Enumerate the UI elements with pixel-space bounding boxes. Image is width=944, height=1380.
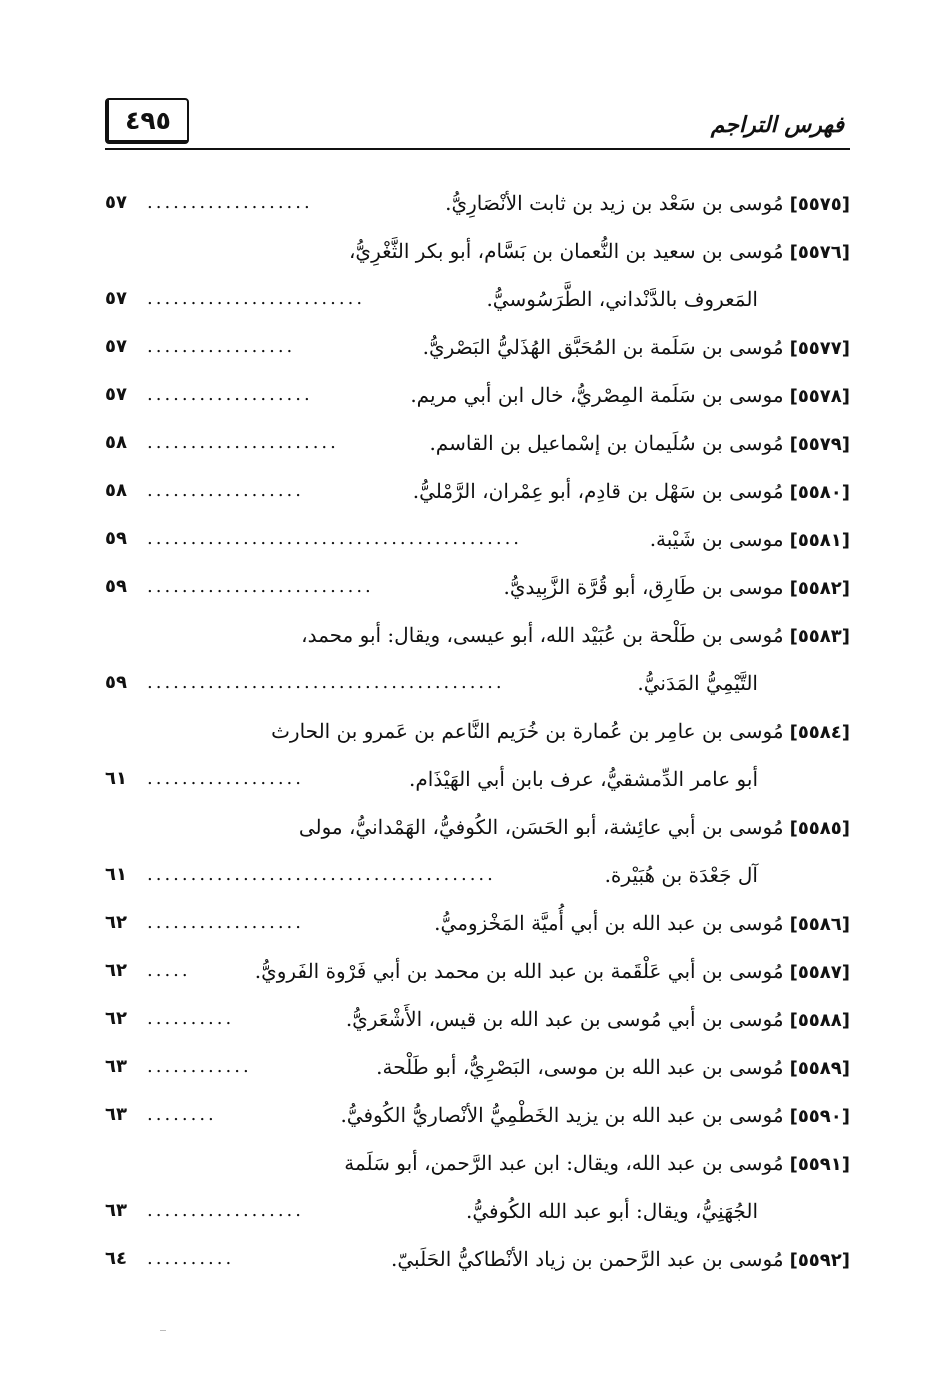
- entry-page-number: ٥٧: [105, 288, 127, 309]
- entry-line: [105, 372, 850, 420]
- biography-index-list: [105, 180, 850, 1284]
- entry-name: مُوسى بن عبد الله، ويقال: ابن عبد الرَّحمن، أبو سَلَمة: [344, 1151, 784, 1175]
- header-rule: [105, 148, 850, 150]
- header-title: فهرس التراجم: [710, 112, 844, 138]
- leader-dots: .....: [147, 960, 191, 981]
- leader-dots: .........................................: [147, 672, 505, 693]
- entry-line: [105, 804, 850, 852]
- entry-name: مُوسى بن سَعْد بن زيد بن ثابت الأنْصَارِيُّ.: [445, 191, 784, 215]
- entry-text: [340, 1100, 850, 1132]
- entry-text: [410, 380, 850, 412]
- entry-page-number: ٦٣: [105, 1104, 127, 1125]
- entry-text: [344, 1148, 850, 1180]
- entry-text: [434, 908, 850, 940]
- entry-line: [105, 612, 850, 660]
- entry-name: موسى بن سَلَمة المِصْريُّ، خال ابن أبي مريم.: [410, 383, 784, 407]
- leader-dots: ............: [147, 1056, 252, 1077]
- leader-dots: ..................: [147, 1200, 304, 1221]
- entry-name: مُوسى بن أبي عَلْقَمة بن عبد الله بن محمد بن أبي فَرْوة الفَرويُّ.: [254, 959, 784, 983]
- entry-name: أبو عامر الدِّمشقيُّ، عرف بابن أبي الهَيْذَام.: [409, 767, 758, 791]
- entry-name: المَعروف بالدَّنْداني، الطَّرَسُوسيُّ.: [486, 287, 758, 311]
- entry-number: [٥٥٩٠]: [789, 1106, 850, 1127]
- entry-number: [٥٥٨٠]: [789, 482, 850, 503]
- entry-name: مُوسى بن أبي عائِشة، أبو الحَسَن، الكُوفيُّ، الهَمْدانيُّ، مولى: [298, 815, 784, 839]
- entry-number: [٥٥٨٩]: [789, 1058, 850, 1079]
- leader-dots: ...................: [147, 192, 313, 213]
- entry-number: [٥٥٧٨]: [789, 386, 850, 407]
- entry-text: [255, 956, 850, 988]
- entry-continuation-line: [105, 756, 850, 804]
- entry-name: مُوسى بن عبد الله بن يزيد الخَطْمِيُّ الأنْصاريُّ الكُوفيُّ.: [340, 1103, 784, 1127]
- entry-name: مُوسى بن عبد الرَّحمن بن زياد الأنْطاكيُّ الحَلَبيّ.: [391, 1247, 784, 1271]
- leader-dots: ...........................................: [147, 528, 523, 549]
- entry-number: [٥٥٧٩]: [789, 434, 850, 455]
- entry-number: [٥٥٨٤]: [789, 722, 850, 743]
- entry-name: مُوسى بن سَهْل بن قادِم، أبو عِمْران، الرَّمْليُّ.: [412, 479, 784, 503]
- entry-line: [105, 564, 850, 612]
- entry-page-number: ٥٧: [105, 192, 127, 213]
- entry-line: [105, 996, 850, 1044]
- entry-text: [605, 860, 758, 890]
- entry-page-number: ٦١: [105, 864, 127, 885]
- entry-number: [٥٥٨١]: [789, 530, 850, 551]
- entry-page-number: ٥٨: [105, 432, 127, 453]
- entry-page-number: ٥٨: [105, 480, 127, 501]
- entry-page-number: ٦٤: [105, 1248, 127, 1269]
- entry-number: [٥٥٧٥]: [789, 194, 850, 215]
- entry-text: [429, 428, 850, 460]
- leader-dots: ...................: [147, 384, 313, 405]
- entry-text: [346, 1004, 850, 1036]
- entry-text: [299, 812, 850, 844]
- entry-line: [105, 420, 850, 468]
- entry-line: [105, 1044, 850, 1092]
- entry-number: [٥٥٩٢]: [789, 1250, 850, 1271]
- entry-continuation-line: [105, 852, 850, 900]
- leader-dots: ..................: [147, 912, 304, 933]
- entry-name: مُوسى بن سُلَيمان بن إسْماعيل بن القاسم.: [429, 431, 784, 455]
- entry-page-number: ٥٩: [105, 528, 127, 549]
- entry-page-number: ٦٣: [105, 1056, 127, 1077]
- entry-number: [٥٥٨٨]: [789, 1010, 850, 1031]
- entry-text: [486, 284, 758, 314]
- entry-text: [466, 1196, 758, 1226]
- entry-page-number: ٥٩: [105, 672, 127, 693]
- leader-dots: ..........................: [147, 576, 374, 597]
- entry-number: [٥٥٨٥]: [789, 818, 850, 839]
- entry-number: [٥٥٨٦]: [789, 914, 850, 935]
- entry-continuation-line: [105, 276, 850, 324]
- entry-number: [٥٥٧٧]: [789, 338, 850, 359]
- entry-line: [105, 180, 850, 228]
- entry-text: [349, 236, 850, 268]
- entry-name: مُوسى بن عبد الله بن موسى، البَصْرِيُّ، أبو طَلْحة.: [376, 1055, 784, 1079]
- entry-page-number: ٦٣: [105, 1200, 127, 1221]
- entry-name: مُوسى بن عبد الله بن أبي أُميَّة المَخْزوميُّ.: [434, 911, 784, 935]
- entry-text: [271, 716, 850, 748]
- entry-line: [105, 228, 850, 276]
- entry-line: [105, 468, 850, 516]
- entry-name: مُوسى بن عامِر بن عُمارة بن خُرَيم النَّاعم بن عَمرو بن الحارث: [271, 719, 784, 743]
- entry-page-number: ٦٢: [105, 960, 127, 981]
- entry-page-number: ٦٢: [105, 1008, 127, 1029]
- entry-name: مُوسى بن سَلَمة بن المُحَبَّق الهُذَليُّ البَصْريُّ.: [422, 335, 784, 359]
- entry-number: [٥٥٨٧]: [789, 962, 850, 983]
- entry-page-number: ٦١: [105, 768, 127, 789]
- leader-dots: .................: [147, 336, 296, 357]
- entry-name: التَّيْمِيُّ المَدَنيُّ.: [637, 671, 758, 695]
- entry-line: [105, 1236, 850, 1284]
- entry-page-number: ٦٢: [105, 912, 127, 933]
- leader-dots: ......................: [147, 432, 339, 453]
- entry-name: مُوسى بن سعيد بن النُّعمان بن بَسَّام، أبو بكر الثَّغْرِيُّ،: [348, 239, 784, 263]
- leader-dots: ..................: [147, 768, 304, 789]
- entry-page-number: ٥٧: [105, 336, 127, 357]
- entry-number: [٥٥٩١]: [789, 1154, 850, 1175]
- page-number: ٤٩٥: [105, 98, 189, 144]
- entry-line: [105, 516, 850, 564]
- entry-line: [105, 708, 850, 756]
- entry-text: [391, 1244, 850, 1276]
- entry-text: [504, 572, 850, 604]
- entry-continuation-line: [105, 660, 850, 708]
- entry-name: الجُهَنِيُّ، ويقال: أبو عبد الله الكُوفيُّ.: [466, 1199, 758, 1223]
- entry-page-number: ٥٩: [105, 576, 127, 597]
- entry-text: [413, 476, 850, 508]
- entry-page-number: ٥٧: [105, 384, 127, 405]
- entry-text: [423, 332, 850, 364]
- leader-dots: .........................: [147, 288, 366, 309]
- entry-continuation-line: [105, 1188, 850, 1236]
- entry-name: موسى بن طَارِق، أبو قُرَّة الزَّبِيديُّ.: [503, 575, 784, 599]
- entry-number: [٥٥٨٣]: [789, 626, 850, 647]
- entry-text: [409, 764, 758, 794]
- leader-dots: ........: [147, 1104, 217, 1125]
- entry-name: آل جَعْدَة بن هُبَيْرة.: [604, 863, 758, 887]
- leader-dots: ..................: [147, 480, 304, 501]
- entry-text: [650, 524, 850, 556]
- page-speck: [160, 1330, 166, 1331]
- entry-line: [105, 900, 850, 948]
- leader-dots: ........................................: [147, 864, 496, 885]
- entry-line: [105, 324, 850, 372]
- entry-number: [٥٥٧٦]: [789, 242, 850, 263]
- leader-dots: ..........: [147, 1248, 235, 1269]
- page-header: [105, 98, 850, 150]
- entry-text: [637, 668, 758, 698]
- entry-name: مُوسى بن أبي مُوسى بن عبد الله بن قيس، الأَشْعَريُّ.: [345, 1007, 784, 1031]
- entry-number: [٥٥٨٢]: [789, 578, 850, 599]
- entry-text: [445, 188, 850, 220]
- entry-line: [105, 948, 850, 996]
- entry-line: [105, 1140, 850, 1188]
- entry-text: [301, 620, 850, 652]
- entry-name: موسى بن شَيْبة.: [649, 527, 784, 551]
- entry-line: [105, 1092, 850, 1140]
- entry-name: مُوسى بن طَلْحة بن عُبَيْد الله، أبو عيسى، ويقال: أبو محمد،: [301, 623, 784, 647]
- entry-text: [376, 1052, 850, 1084]
- leader-dots: ..........: [147, 1008, 235, 1029]
